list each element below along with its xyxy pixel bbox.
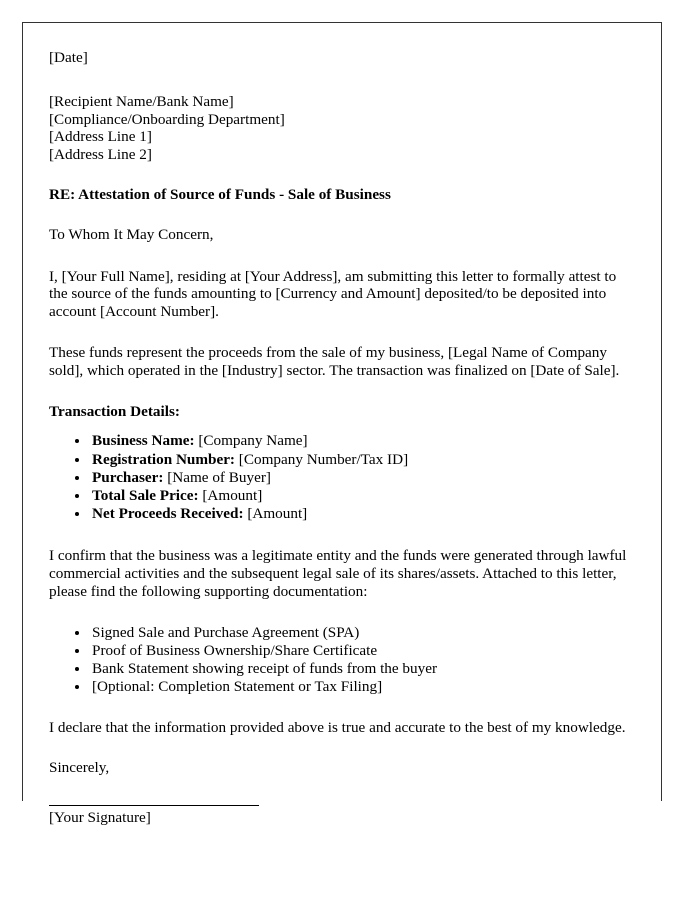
recipient-address-line-3: [Address Line 1] xyxy=(49,128,152,146)
transaction-details-list xyxy=(49,432,635,523)
list-item: • [Optional: Completion Statement or Tax Filing] xyxy=(90,678,635,696)
body-paragraph-2: These funds represent the proceeds from the sale of my business, [Legal Name of Company sold], which operated in the [Industry] sector. The transaction was finalized on [Date of Sale]. xyxy=(49,343,620,379)
detail-value: [Company Name] xyxy=(198,432,308,450)
recipient-address-line-4: [Address Line 2] xyxy=(49,146,152,164)
list-item xyxy=(90,487,635,505)
supporting-documents-list xyxy=(49,624,635,697)
body-paragraph-3: I confirm that the business was a legitimate entity and the funds were generated through lawful commercial activities and the subsequent legal sale of its shares/assets. Attached to this letter, please find the following supporting documentation: xyxy=(49,547,627,600)
signature-placeholder: [Your Signature] xyxy=(49,809,151,827)
detail-value: [Amount] xyxy=(202,486,263,504)
detail-label: Purchaser: xyxy=(92,468,164,486)
date-field: [Date] xyxy=(49,49,88,66)
detail-label: Net Proceeds Received: xyxy=(92,505,244,523)
recipient-address-line-1: [Recipient Name/Bank Name] xyxy=(49,92,234,110)
list-item: • Bank Statement showing receipt of funds from the buyer xyxy=(90,660,635,678)
salutation: To Whom It May Concern, xyxy=(49,225,214,243)
detail-value: [Company Number/Tax ID] xyxy=(238,450,409,468)
list-item xyxy=(90,469,635,487)
recipient-address-block xyxy=(49,93,635,164)
body-paragraph-1: I, [Your Full Name], residing at [Your Address], am submitting this letter to formally attest to the source of the funds amounting to [Currency and Amount] deposited/to be deposited into account [Account Number]. xyxy=(49,267,617,321)
detail-label: Registration Number: xyxy=(92,450,235,468)
list-item xyxy=(90,505,635,523)
recipient-address-line-2: [Compliance/Onboarding Department] xyxy=(49,110,285,128)
detail-label: Business Name: xyxy=(92,432,195,450)
list-item: • Proof of Business Ownership/Share Certificate xyxy=(90,642,635,660)
letter-body xyxy=(23,23,661,827)
transaction-details-heading: Transaction Details: xyxy=(49,402,180,420)
signature-line xyxy=(49,805,259,806)
detail-value: [Amount] xyxy=(247,505,308,523)
subject-line: RE: Attestation of Source of Funds - Sale of Business xyxy=(49,185,391,203)
letter-page xyxy=(22,22,662,827)
list-item: • Signed Sale and Purchase Agreement (SPA) xyxy=(90,624,635,642)
list-item xyxy=(90,432,635,450)
closing-salutation: Sincerely, xyxy=(49,759,110,777)
detail-label: Total Sale Price: xyxy=(92,486,199,504)
declaration-paragraph: I declare that the information provided above is true and accurate to the best of my knowledge. xyxy=(49,718,626,736)
detail-value: [Name of Buyer] xyxy=(167,468,271,486)
list-item xyxy=(90,451,635,469)
